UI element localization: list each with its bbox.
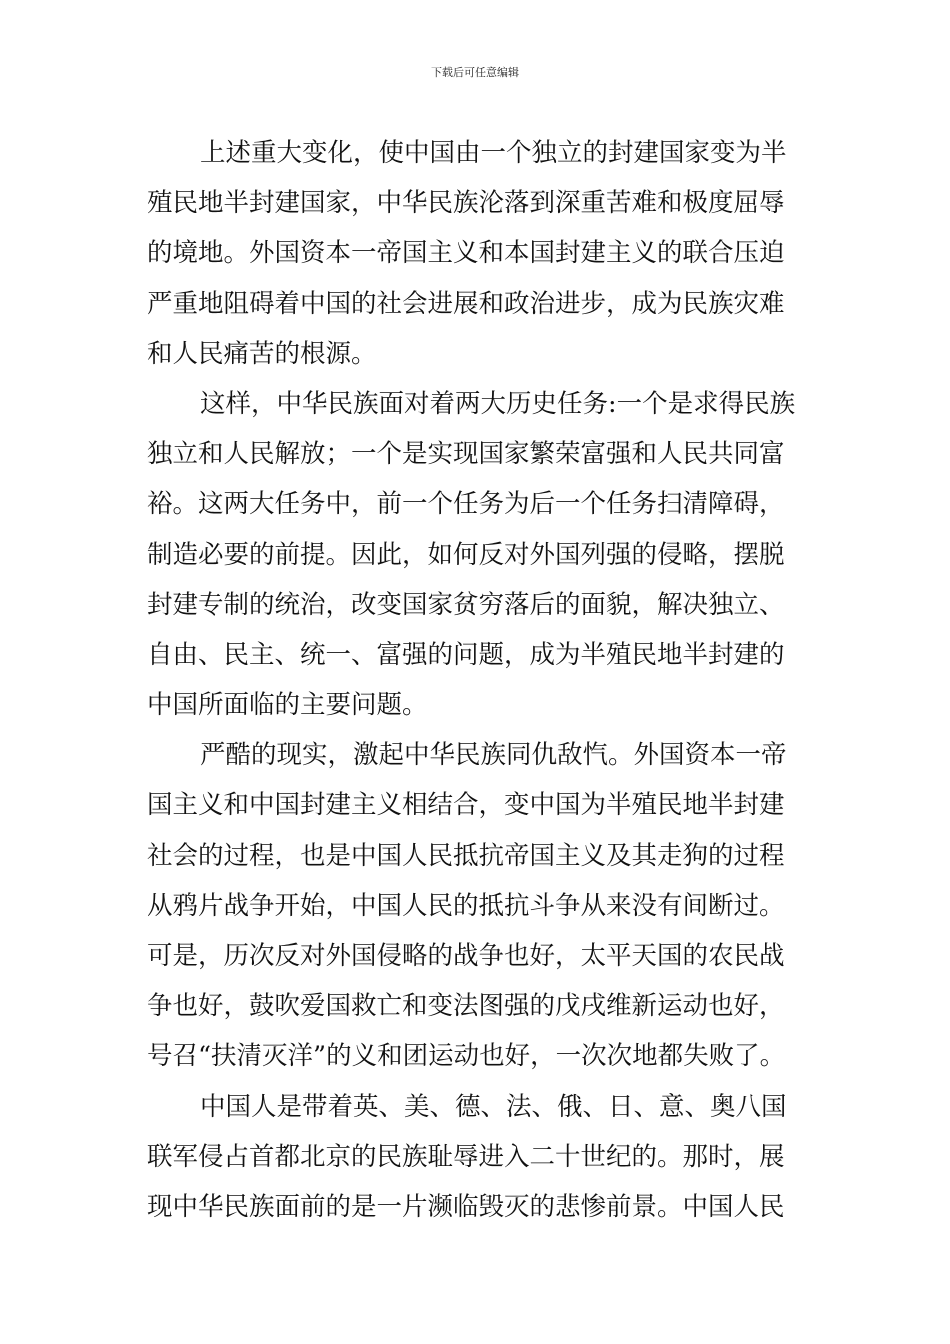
- text-line: 独立和人民解放；一个是实现国家繁荣富强和人民共同富: [147, 439, 785, 470]
- text-line: 上述重大变化，使中国由一个独立的封建国家变为半: [200, 138, 787, 168]
- paragraph-1: [147, 128, 815, 379]
- text-line: 号召“扶清灭洋”的义和团运动也好，一次次地都失败了。: [147, 1041, 786, 1072]
- text-line: 中国所面临的主要问题。: [147, 690, 428, 721]
- text-line: 的境地。外国资本一帝国主义和本国封建主义的联合压迫: [147, 238, 785, 269]
- text-line: 制造必要的前提。因此，如何反对外国列强的侵略，摆脱: [147, 539, 785, 570]
- text-line: 争也好，鼓吹爱国救亡和变法图强的戊戌维新运动也好，: [147, 991, 785, 1022]
- paragraph-2: [147, 379, 815, 730]
- text-line: 裕。这两大任务中，前一个任务为后一个任务扫清障碍，: [147, 489, 785, 520]
- page-header: 下载后可任意编辑: [431, 66, 519, 79]
- text-line: 封建专制的统治，改变国家贫穷落后的面貌，解决独立、: [147, 589, 785, 620]
- text-line: 和人民痛苦的根源。: [147, 338, 377, 369]
- text-line: 现中华民族面前的是一片濒临毁灭的悲惨前景。中国人民: [147, 1191, 785, 1222]
- text-line: 社会的过程，也是中国人民抵抗帝国主义及其走狗的过程: [147, 840, 785, 871]
- text-line: 严酷的现实，激起中华民族同仇敌忾。外国资本一帝: [200, 740, 787, 771]
- text-line: 这样，中华民族面对着两大历史任务:一个是求得民族: [200, 388, 796, 419]
- text-line: 严重地阻碍着中国的社会进展和政治进步，成为民族灾难: [147, 288, 785, 319]
- text-line: 自由、民主、统一、富强的问题，成为半殖民地半封建的: [147, 639, 785, 670]
- text-line: 国主义和中国封建主义相结合，变中国为半殖民地半封建: [147, 790, 785, 821]
- paragraph-3: [147, 730, 815, 1081]
- body-text: [147, 128, 815, 1232]
- text-line: 中国人是带着英、美、德、法、俄、日、意、奥八国: [200, 1091, 787, 1122]
- text-line: 从鸦片战争开始，中国人民的抵抗斗争从来没有间断过。: [147, 890, 785, 921]
- text-line: 可是，历次反对外国侵略的战争也好，太平天国的农民战: [147, 941, 785, 971]
- paragraph-4: [147, 1082, 815, 1233]
- text-line: 联军侵占首都北京的民族耻辱进入二十世纪的。那时，展: [147, 1141, 785, 1172]
- text-line: 殖民地半封建国家，中华民族沦落到深重苦难和极度屈辱: [147, 188, 785, 219]
